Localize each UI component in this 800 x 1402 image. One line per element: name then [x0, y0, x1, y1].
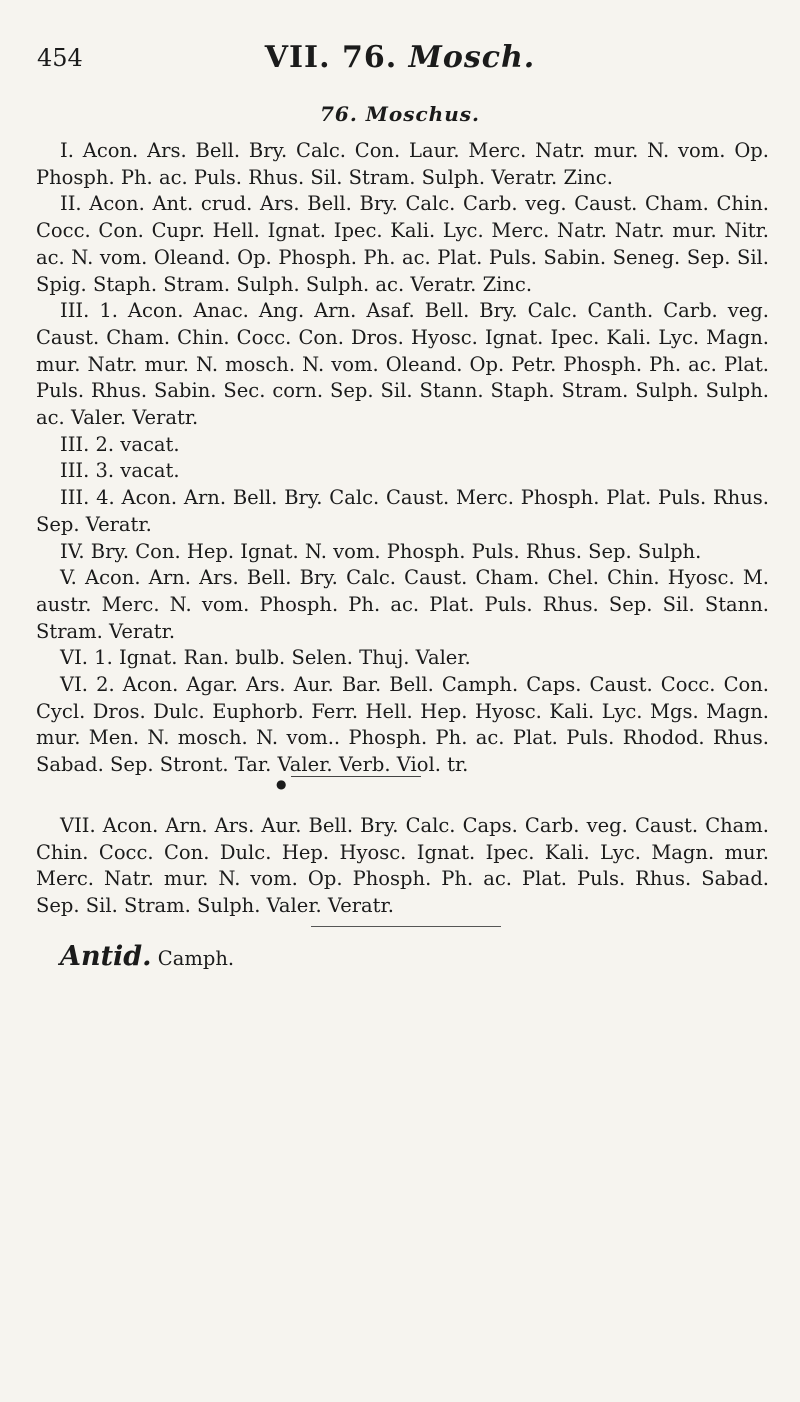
paragraph-III-4: III. 4. Acon. Arn. Bell. Bry. Calc. Caust. Merc. Phosph. Plat. Puls. Rhus. Sep. Veratr.	[36, 486, 769, 536]
section-title: 76. Moschus.	[320, 102, 480, 126]
running-head-section: VII. 76.	[264, 40, 398, 75]
section-body	[36, 138, 769, 972]
paragraph-III-2: III. 2. vacat.	[60, 432, 180, 456]
running-head-remedy: Mosch.	[408, 40, 536, 75]
paragraph-I: I. Acon. Ars. Bell. Bry. Calc. Con. Laur. Merc. Natr. mur. N. vom. Op. Phosph. Ph. ac. Puls. Rhus. Sil. Stram. Sulph. Veratr. Zinc.	[36, 139, 769, 189]
separator-dot: ●	[276, 776, 287, 791]
paragraph-III-1: III. 1. Acon. Anac. Ang. Arn. Asaf. Bell. Bry. Calc. Canth. Carb. veg. Caust. Cham. Chin. Cocc. Con. Dros. Hyosc. Ignat. Ipec. Kali. Lyc. Magn. mur. Natr. mur. N. mosch. N. vom. Oleand. Op. Petr. Phosph. Ph. ac. Plat. Puls. Rhus. Sabin. Sec. corn. Sep. Sil. Stann. Staph. Stram. Sulph. Sulph. ac. Valer. Veratr.	[36, 299, 769, 430]
paragraph-IV: IV. Bry. Con. Hep. Ignat. N. vom. Phosph. Puls. Rhus. Sep. Sulph.	[60, 539, 702, 563]
page-number: 454	[37, 44, 83, 72]
separator	[36, 776, 769, 813]
antidote-label: Antid.	[60, 940, 152, 972]
paragraph-VI-1: VI. 1. Ignat. Ran. bulb. Selen. Thuj. Valer.	[60, 646, 471, 670]
paragraph-VI-2: VI. 2. Acon. Agar. Ars. Aur. Bar. Bell. Camph. Caps. Caust. Cocc. Con. Cycl. Dros. Dulc. Euphorb. Ferr. Hell. Hep. Hyosc. Kali. Lyc. Mgs. Magn. mur. Men. N. mosch. N. vom.. Phosph. Ph. ac. Plat. Puls. Rhodod. Rhus. Sabad. Sep. Stront. Tar. Valer. Verb. Viol. tr.	[36, 673, 769, 777]
paragraph-VII: VII. Acon. Arn. Ars. Aur. Bell. Bry. Calc. Caps. Carb. veg. Caust. Cham. Chin. Cocc. Con. Dulc. Hep. Hyosc. Ignat. Ipec. Kali. Lyc. Magn. mur. Merc. Natr. mur. N. vom. Op. Phosph. Ph. ac. Plat. Puls. Rhus. Sabad. Sep. Sil. Stram. Sulph. Valer. Veratr.	[36, 813, 769, 917]
antidote-text: Camph.	[157, 946, 235, 970]
running-head	[0, 40, 800, 75]
paragraph-V: V. Acon. Arn. Ars. Bell. Bry. Calc. Caust. Cham. Chel. Chin. Hyosc. M. austr. Merc. N. vom. Phosph. Ph. ac. Plat. Puls. Rhus. Sep. Sil. Stann. Stram. Veratr.	[36, 566, 769, 643]
separator-rule-2	[311, 926, 501, 927]
antidote-line	[36, 940, 769, 973]
paragraph-III-3: III. 3. vacat.	[60, 459, 180, 483]
paragraph-II: II. Acon. Ant. crud. Ars. Bell. Bry. Calc. Carb. veg. Caust. Cham. Chin. Cocc. Con. Cupr. Hell. Ignat. Ipec. Kali. Lyc. Merc. Natr. Natr. mur. Nitr. ac. N. vom. Oleand. Op. Phosph. Ph. ac. Plat. Puls. Sabin. Seneg. Sep. Sil. Spig. Staph. Stram. Sulph. Sulph. ac. Veratr. Zinc.	[36, 192, 769, 296]
separator-2	[36, 920, 769, 944]
separator-rule	[291, 776, 421, 777]
